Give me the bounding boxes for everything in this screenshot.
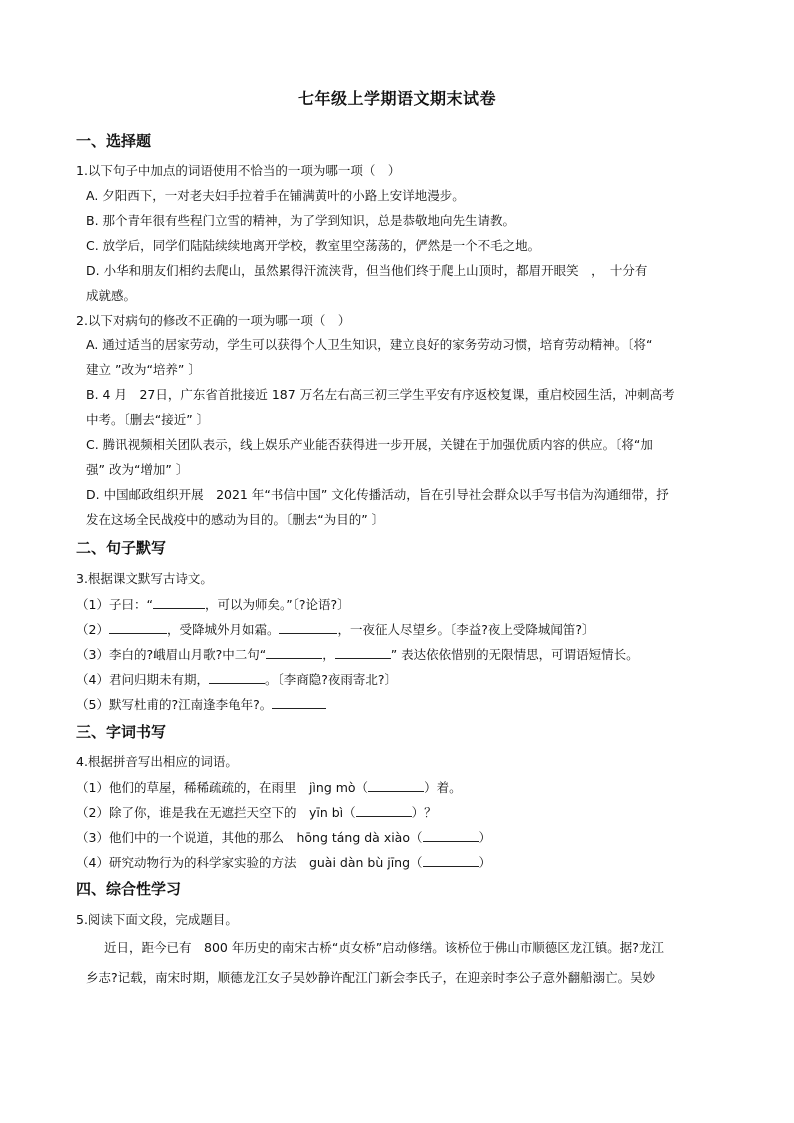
- question-4-item-1: [76, 779, 462, 796]
- question-1-option-d: D. 小华和朋友们相约去爬山，虽然累得汗流浃背，但当他们终于爬上山顶时，都眉开眼笑 ， 十分有: [86, 263, 648, 278]
- question-2-option-a-cont: 建立 ”改为“培养” 〕: [86, 362, 201, 377]
- section-heading-choice: 一、选择题: [76, 132, 152, 150]
- answer-blank[interactable]: [335, 646, 391, 659]
- section-heading-dictation: 二、句子默写: [76, 539, 167, 557]
- question-2-option-d: D. 中国邮政组织开展 2021 年“书信中国” 文化传播活动，旨在引导社会群众以手写书信为沟通细带，抒: [86, 487, 669, 502]
- answer-blank[interactable]: [356, 804, 412, 817]
- reading-paragraph-line-1: 近日，距今已有 800 年历史的南宋古桥“贞女桥”启动修缮。该桥位于佛山市顺德区龙江镇。据?龙江: [104, 940, 664, 955]
- question-2-option-b: B. 4 月 27日，广东省首批接近 187 万名左右高三初三学生平安有序返校复课，重启校园生活，冲刺高考: [86, 387, 675, 402]
- question-2-option-d-cont: 发在这场全民战疫中的感动为目的。〔删去“为目的” 〕: [86, 512, 385, 527]
- section-heading-comprehensive: 四、综合性学习: [76, 880, 182, 898]
- question-3-item-1: [76, 596, 350, 613]
- item-text: （4）君问归期未有期，: [76, 672, 209, 687]
- section-heading-word-writing: 三、字词书写: [76, 723, 167, 741]
- question-5-stem: 5.阅读下面文段，完成题目。: [76, 912, 238, 927]
- item-text: ，一夜征人尽望乡。〔李益?夜上受降城闻笛?〕: [337, 622, 595, 637]
- question-3-item-4: [76, 671, 397, 688]
- item-text: ，可以为师矣。”〔?论语?〕: [204, 597, 350, 612]
- question-4-item-3: [76, 829, 491, 846]
- item-text: ，: [322, 647, 335, 662]
- question-3-item-3: [76, 646, 639, 663]
- item-text: ）: [478, 830, 492, 845]
- item-text: 。〔李商隐?夜雨寄北?〕: [264, 672, 397, 687]
- question-1-option-d-cont: 成就感。: [86, 288, 137, 303]
- item-text: ）？: [411, 805, 437, 820]
- item-text: ，受降城外月如霜。: [166, 622, 280, 637]
- question-3-stem: 3.根据课文默写古诗文。: [76, 571, 213, 586]
- answer-blank[interactable]: [368, 779, 424, 792]
- item-text: ）: [478, 855, 492, 870]
- answer-blank[interactable]: [279, 621, 337, 634]
- answer-blank[interactable]: [109, 621, 167, 634]
- item-text: （2）: [76, 622, 109, 637]
- item-text: （3）李白的?峨眉山月歌?中二句“: [76, 647, 267, 662]
- question-2-option-c: C. 腾讯视频相关团队表示，线上娱乐产业能否获得进一步开展，关键在于加强优质内容的供应。〔将“加: [86, 437, 653, 452]
- question-2-option-b-cont: 中考。〔删去“接近” 〕: [86, 412, 210, 427]
- item-text: ）着。: [424, 780, 462, 795]
- item-text: （1）子曰：“: [76, 597, 153, 612]
- item-text: （1）他们的草屋，稀稀疏疏的，在雨里 jìng mò（: [76, 780, 369, 795]
- question-4-stem: 4.根据拼音写出相应的词语。: [76, 754, 238, 769]
- answer-blank[interactable]: [209, 671, 265, 684]
- answer-blank[interactable]: [423, 829, 479, 842]
- answer-blank[interactable]: [153, 596, 205, 609]
- question-1-option-c: C. 放学后，同学们陆陆续续地离开学校，教室里空荡荡的，俨然是一个不毛之地。: [86, 238, 541, 253]
- question-2-option-c-cont: 强” 改为“增加” 〕: [86, 462, 189, 477]
- item-text: （2）除了你，谁是我在无遮拦天空下的 yīn bì（: [76, 805, 356, 820]
- question-1-option-b: B. 那个青年很有些程门立雪的精神，为了学到知识，总是恭敬地向先生请教。: [86, 213, 516, 228]
- item-text: ” 表达依依惜别的无限情思，可谓语短情长。: [390, 647, 639, 662]
- question-1-stem: 1.以下句子中加点的词语使用不恰当的一项为哪一项（ ）: [76, 163, 401, 178]
- item-text: （3）他们中的一个说道，其他的那么 hōng táng dà xiào（: [76, 830, 423, 845]
- question-2-stem: 2.以下对病句的修改不正确的一项为哪一项（ ）: [76, 313, 351, 328]
- item-text: （4）研究动物行为的科学家实验的方法 guài dàn bù jīng（: [76, 855, 423, 870]
- question-2-option-a: A. 通过适当的居家劳动，学生可以获得个人卫生知识，建立良好的家务劳动习惯，培育劳动精神。〔将“: [86, 337, 653, 352]
- question-1-option-a: A. 夕阳西下，一对老夫妇手拉着手在铺满黄叶的小路上安详地漫步。: [86, 188, 465, 203]
- item-text: （5）默写杜甫的?江南逢李龟年?。: [76, 697, 273, 712]
- reading-paragraph-line-2: 乡志?记载，南宋时期，顺德龙江女子吴妙静许配江门新会李氏子，在迎亲时李公子意外翻船溺亡。吴妙: [86, 970, 656, 985]
- question-3-item-2: [76, 621, 595, 638]
- answer-blank[interactable]: [272, 696, 326, 709]
- answer-blank[interactable]: [423, 854, 479, 867]
- page-title: 七年级上学期语文期末试卷: [297, 89, 496, 108]
- answer-blank[interactable]: [266, 646, 322, 659]
- question-4-item-2: [76, 804, 437, 821]
- question-3-item-5: [76, 696, 326, 713]
- question-4-item-4: [76, 854, 491, 871]
